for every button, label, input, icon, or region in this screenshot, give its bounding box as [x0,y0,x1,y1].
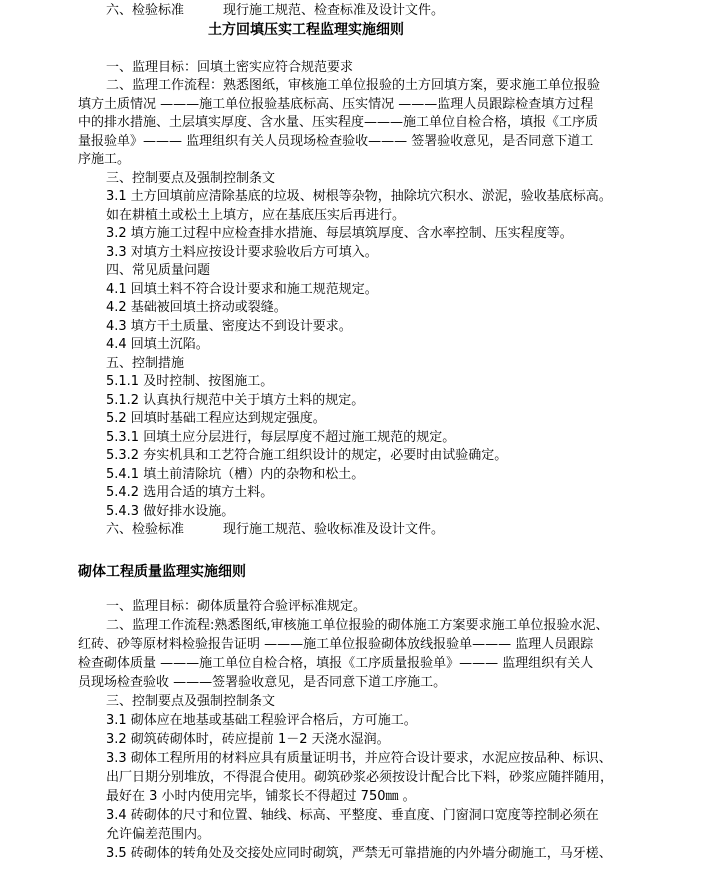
text-line: 3.5 砖砌体的转角处及交接处应同时砌筑，严禁无可靠措施的内外墙分砌施工，马牙槎、 [106,846,612,861]
text-line: 4.2 基础被回填土挤动或裂缝。 [106,300,287,315]
text-line: 5.4.3 做好排水设施。 [106,504,235,519]
text-line: 3.2 砌筑砖砌体时，砖应提前 1－2 天浇水湿润。 [106,732,390,747]
text-line: 中的排水措施、土层填实厚度、含水量、压实程度———施工单位自检合格，填报《工序质 [78,115,599,130]
text-line: 五、控制措施 [106,356,185,371]
text-line: 3.4 砖砌体的尺寸和位置、轴线、标高、平整度、垂直度、门窗洞口宽度等控制必须在 [106,808,599,823]
text-line: 3.2 填方施工过程中应检查排水措施、每层填筑厚度、含水率控制、压实程度等。 [106,226,573,241]
text-line: 一、监理目标：砌体质量符合验评标准规定。 [106,599,367,614]
text-line: 3.3 对填方土料应按设计要求验收后方可填入。 [106,245,378,260]
text-line: 四、常见质量问题 [106,263,211,278]
text-line: 员现场检查验收 ———签署验收意见，是否同意下道工序施工。 [78,675,447,690]
text-line: 出厂日期分别堆放，不得混合使用。砌筑砂浆必须按设计配合比下料，砂浆应随拌随用， [106,770,614,785]
text-line: 六、检验标准 现行施工规范、验收标准及设计文件。 [106,522,445,537]
section-title-earthwork: 土方回填压实工程监理实施细则 [208,22,404,38]
text-line: 检查砌体质量 ———施工单位自检合格，填报《工序质量报验单》——— 监理组织有关人 [78,656,594,671]
text-line: 三、控制要点及强制控制条文 [106,171,276,186]
text-line: 二、监理工作流程：熟悉图纸，审核施工单位报验的土方回填方案，要求施工单位报验 [106,78,601,93]
text-line: 5.1.1 及时控制、按图施工。 [106,374,274,389]
text-line: 三、控制要点及强制控制条文 [106,694,276,709]
text-line: 5.3.1 回填土应分层进行，每层厚度不超过施工规范的规定。 [106,430,456,445]
text-line: 5.4.1 填土前清除坑（槽）内的杂物和松土。 [106,467,365,482]
text-line: 填方土质情况 ———施工单位报验基底标高、压实情况 ———监理人员跟踪检查填方过程 [78,97,594,112]
text-line: 二、监理工作流程:熟悉图纸,审核施工单位报验的砌体施工方案要求施工单位报验水泥、 [106,618,609,633]
text-line: 量报验单》——— 监理组织有关人员现场检查验收——— 签署验收意见，是否同意下道工 [78,134,594,149]
text-line: 5.2 回填时基础工程应达到规定强度。 [106,411,326,426]
text-line: 最好在 3 小时内使用完毕，铺浆长不得超过 750㎜ 。 [106,789,416,804]
text-line: 3.1 土方回填前应清除基底的垃圾、树根等杂物，抽除坑穴积水、淤泥，验收基底标高。 [106,189,612,204]
text-line: 5.1.2 认真执行规范中关于填方土料的规定。 [106,393,365,408]
text-line: 序施工。 [78,152,131,167]
text-line: 4.3 填方干土质量、密度达不到设计要求。 [106,319,352,334]
text-line: 4.4 回填土沉陷。 [106,337,209,352]
section-title-masonry: 砌体工程质量监理实施细则 [78,564,246,580]
text-line: 如在耕植土或松土上填方，应在基底压实后再进行。 [106,208,406,223]
text-line: 4.1 回填土料不符合设计要求和施工规范规定。 [106,282,378,297]
text-line: 一、监理目标：回填土密实应符合规范要求 [106,60,354,75]
inspection-standard-line: 六、检验标准 现行施工规范、检查标准及设计文件。 [106,3,445,18]
text-line: 3.3 砌体工程所用的材料应具有质量证明书，并应符合设计要求，水泥应按品种、标识、 [106,751,612,766]
text-line: 允许偏差范围内。 [106,827,211,842]
text-line: 红砖、砂等原材料检验报告证明 ———施工单位报验砌体放线报验单——— 监理人员跟踪 [78,637,594,652]
text-line: 3.1 砌体应在地基或基础工程验评合格后，方可施工。 [106,713,417,728]
text-line: 5.4.2 选用合适的填方土料。 [106,485,274,500]
text-line: 5.3.2 夯实机具和工艺符合施工组织设计的规定，必要时由试验确定。 [106,448,508,463]
